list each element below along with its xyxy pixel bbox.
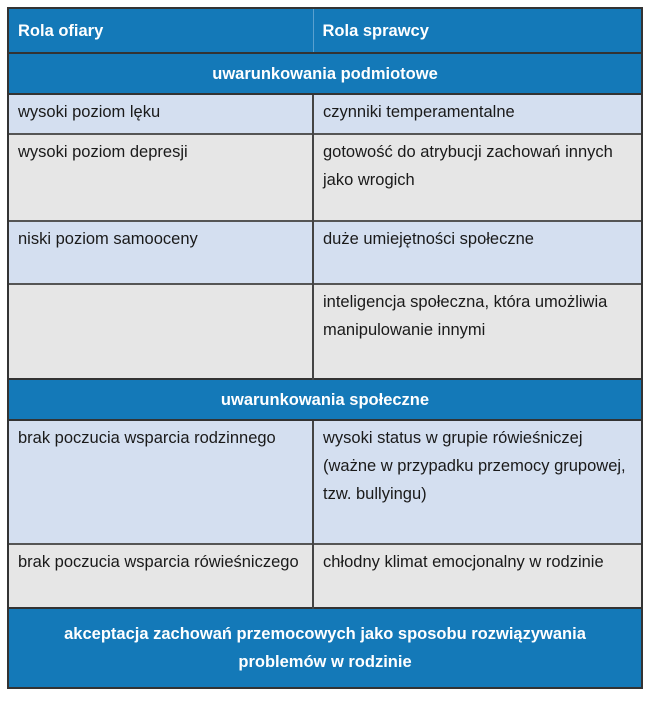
header-row [9,9,641,53]
section-row-subjective [9,53,641,94]
table-row [9,420,641,544]
table-row [9,284,641,379]
table-row [9,94,641,134]
perpetrator-cell: czynniki temperamentalne [313,94,641,134]
table-row [9,221,641,284]
victim-cell: wysoki poziom depresji [9,134,313,221]
section-row-social [9,379,641,420]
victim-cell: brak poczucia wsparcia rodzinnego [9,420,313,544]
victim-cell: niski poziom samooceny [9,221,313,284]
table-row [9,544,641,608]
victim-cell [9,284,313,379]
perpetrator-cell: wysoki status w grupie rówieśniczej (ważne w przypadku przemocy grupowej, tzw. bullyingu) [313,420,641,544]
footer-row [9,608,641,687]
victim-cell: wysoki poziom lęku [9,94,313,134]
victim-column-header: Rola ofiary [9,9,313,53]
victim-cell: brak poczucia wsparcia rówieśniczego [9,544,313,608]
perpetrator-cell: duże umiejętności społeczne [313,221,641,284]
perpetrator-cell: gotowość do atrybucji zachowań innych jako wrogich [313,134,641,221]
section-title-social: uwarunkowania społeczne [9,379,641,420]
perpetrator-cell: chłodny klimat emocjonalny w rodzinie [313,544,641,608]
table-row [9,134,641,221]
section-title-subjective: uwarunkowania podmiotowe [9,53,641,94]
perpetrator-column-header: Rola sprawcy [313,9,641,53]
risk-factors-table [7,7,643,689]
perpetrator-cell: inteligencja społeczna, która umożliwia manipulowanie innymi [313,284,641,379]
footer-text: akceptacja zachowań przemocowych jako sposobu rozwiązywania problemów w rodzinie [9,608,641,687]
